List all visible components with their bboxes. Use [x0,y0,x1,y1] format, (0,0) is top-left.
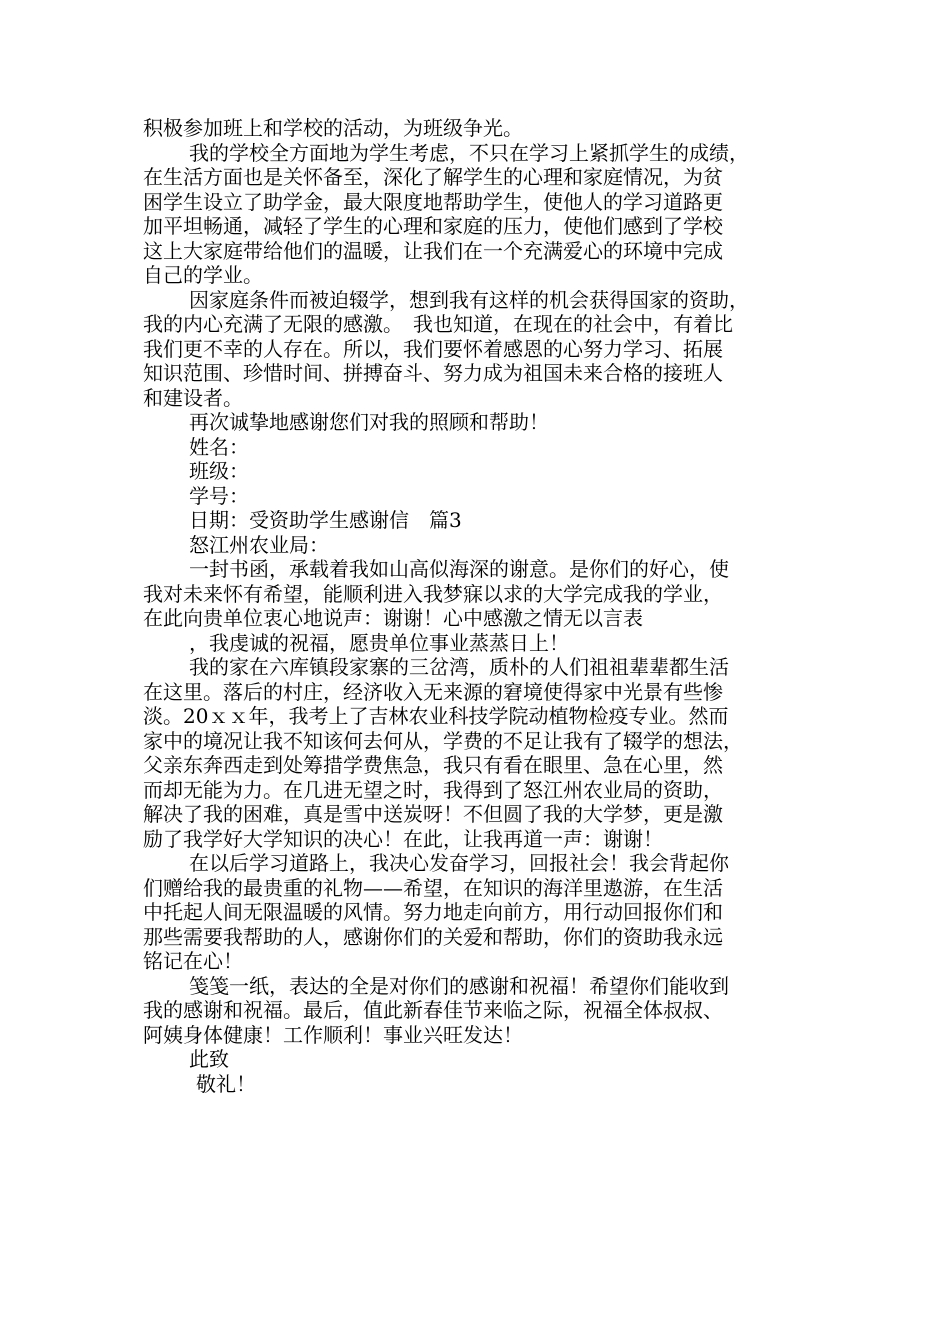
body-line: 这上大家庭带给他们的温暖，让我们在一个充满爱心的环境中完成 [143,238,723,263]
body-line: 加平坦畅通，减轻了学生的心理和家庭的压力，使他们感到了学校 [143,214,723,238]
body-line: 而却无能为力。在几进无望之时，我得到了怒江州农业局的资助， [143,777,723,802]
body-line: 那些需要我帮助的人，感谢你们的关爱和帮助，你们的资助我永远 [143,924,723,949]
body-line: 笺笺一纸，表达的全是对你们的感谢和祝福！希望你们能收到 [189,973,729,998]
student-id-field-label: 学号： [189,483,249,508]
body-line: 知识范围、珍惜时间、拼搏奋斗、努力成为祖国未来合格的接班人 [143,361,723,385]
closing-cizhi: 此致 [189,1047,229,1071]
body-line: 因家庭条件而被迫辍学，想到我有这样的机会获得国家的资助， [189,287,749,312]
letter-body [143,116,807,1096]
body-line: 和建设者。 [143,385,243,410]
body-line: 一封书函，承载着我如山高似海深的谢意。是你们的好心，使 [189,557,729,581]
closing-jingli: 敬礼！ [196,1071,256,1096]
body-line: 我的家在六库镇段家寨的三岔湾，质朴的人们祖祖辈辈都生活 [189,655,729,679]
body-line: 我的内心充满了无限的感激。 我也知道，在现在的社会中，有着比 [143,312,733,336]
body-line: 我的感谢和祝福。最后，值此新春佳节来临之际，祝福全体叔叔、 [143,998,723,1022]
body-line: 们赠给我的最贵重的礼物——希望，在知识的海洋里遨游，在生活 [143,875,723,900]
body-line: 父亲东奔西走到处筹措学费焦急，我只有看在眼里、急在心里，然 [143,753,723,777]
body-line: 阿姨身体健康！工作顺利！事业兴旺发达！ [143,1022,523,1047]
date-and-section-title: 日期：受资助学生感谢信 篇3 [189,508,462,532]
body-line: 我们更不幸的人存在。所以，我们要怀着感恩的心努力学习、拓展 [143,336,723,361]
body-line: 在生活方面也是关怀备至，深化了解学生的心理和家庭情况，为贫 [143,165,723,189]
letter-salutation: 怒江州农业局： [189,532,329,557]
body-line: 困学生设立了助学金，最大限度地帮助学生，使他人的学习道路更 [143,189,723,214]
body-line: 中托起人间无限温暖的风情。努力地走向前方，用行动回报你们和 [143,900,723,924]
body-line: 积极参加班上和学校的活动，为班级争光。 [143,116,523,140]
body-line: 淡。20ｘｘ年，我考上了吉林农业科技学院动植物检疫专业。然而 [143,704,729,728]
body-line: 家中的境况让我不知该何去何从，学费的不足让我有了辍学的想法， [143,728,743,753]
class-field-label: 班级： [189,459,249,483]
body-line: 自己的学业。 [143,263,263,287]
body-line: 在这里。落后的村庄，经济收入无来源的窘境使得家中光景有些惨 [143,679,723,704]
body-line: 在以后学习道路上，我决心发奋学习，回报社会！我会背起你 [189,851,729,875]
body-line: 解决了我的困难，真是雪中送炭呀！不但圆了我的大学梦，更是激 [143,802,723,826]
body-line: 励了我学好大学知识的决心！在此，让我再道一声：谢谢！ [143,826,663,851]
body-line: 我的学校全方面地为学生考虑，不只在学习上紧抓学生的成绩， [189,140,749,165]
closing-thanks-line: 再次诚挚地感谢您们对我的照顾和帮助！ [189,410,549,434]
name-field-label: 姓名： [189,434,249,459]
body-line: 我对未来怀有希望，能顺利进入我梦寐以求的大学完成我的学业， [143,581,723,606]
body-line: 铭记在心！ [143,949,243,973]
body-line: ，我虔诚的祝福，愿贵单位事业蒸蒸日上！ [189,630,569,655]
body-line: 在此向贵单位衷心地说声：谢谢！心中感激之情无以言表 [143,606,643,630]
